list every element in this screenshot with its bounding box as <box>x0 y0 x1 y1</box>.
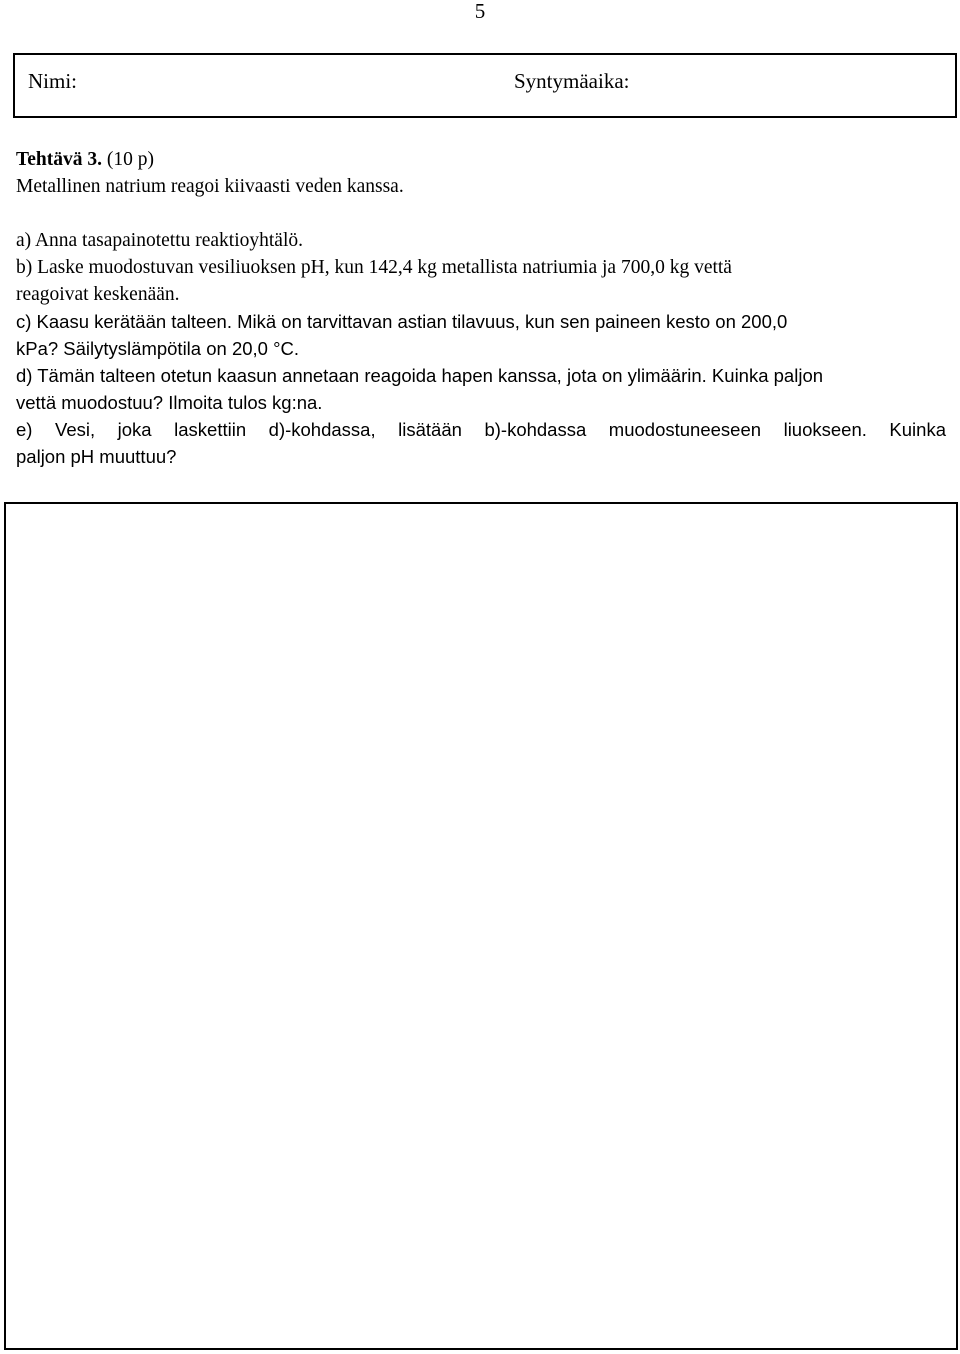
part-e-line-2: paljon pH muuttuu? <box>16 446 177 467</box>
task-heading <box>16 146 946 173</box>
part-d-line-2: vettä muodostuu? Ilmoita tulos kg:na. <box>16 392 323 413</box>
name-label: Nimi: <box>28 69 78 93</box>
task-3 <box>16 146 946 470</box>
page-number: 5 <box>474 0 486 23</box>
student-info-box <box>13 53 957 118</box>
part-d-line-1: d) Tämän talteen otetun kaasun annetaan reagoida hapen kanssa, jota on ylimäärin. Kuinka paljon <box>16 365 824 386</box>
part-c-line-1: c) Kaasu kerätään talteen. Mikä on tarvittavan astian tilavuus, kun sen paineen kesto on 200,0 <box>16 311 788 332</box>
spacer <box>16 200 946 227</box>
task-title: Tehtävä 3. <box>16 149 102 170</box>
answer-area[interactable] <box>4 502 958 1350</box>
part-b-line-1: b) Laske muodostuvan vesiliuoksen pH, kun 142,4 kg metallista natriumia ja 700,0 kg vettä <box>16 257 732 278</box>
part-b-line-2: reagoivat keskenään. <box>16 284 180 305</box>
part-c-line-2: kPa? Säilytyslämpötila on 20,0 °C. <box>16 338 299 359</box>
part-e-line-1: e) Vesi, joka laskettiin d)-kohdassa, lisätään b)-kohdassa muodostuneeseen liuokseen. Kuinka <box>16 419 946 440</box>
task-points: (10 p) <box>106 149 154 170</box>
part-a: a) Anna tasapainotettu reaktioyhtälö. <box>16 230 303 251</box>
birthdate-label: Syntymäaika: <box>514 69 630 93</box>
task-intro: Metallinen natrium reagoi kiivaasti veden kanssa. <box>16 176 404 197</box>
